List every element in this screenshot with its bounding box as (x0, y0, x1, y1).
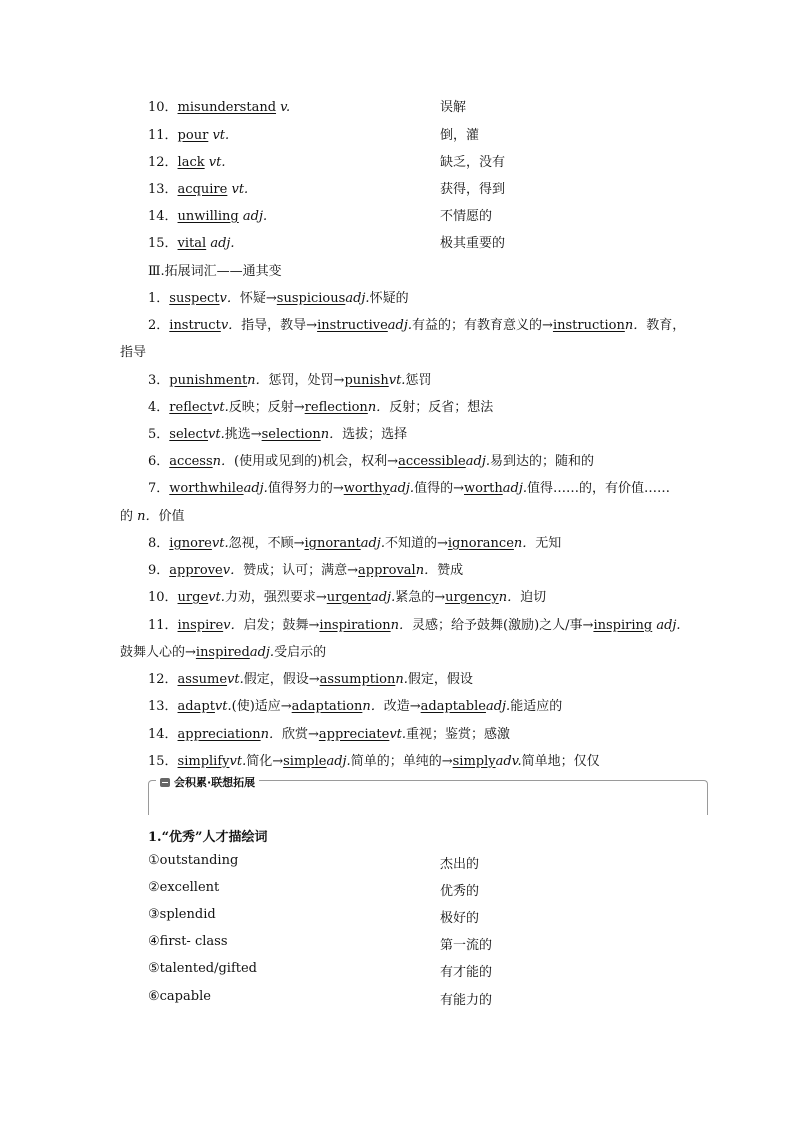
word: worthwhile (169, 481, 244, 496)
gloss: 不知道的→ (384, 536, 448, 551)
extended-entry (148, 287, 409, 306)
gloss: 挑选→ (224, 427, 262, 442)
gloss: 简单的；单纯的→ (350, 754, 453, 769)
item-number: 11． (148, 618, 178, 633)
part-of-speech: n． (498, 590, 521, 605)
gloss: 惩罚 (405, 373, 432, 388)
gloss: 紧急的→ (395, 590, 446, 605)
gloss: 值得的→ (414, 481, 464, 496)
item-number: 10． (148, 590, 178, 605)
word: instruction (552, 318, 625, 333)
extended-entry (148, 695, 562, 714)
part-of-speech: adj. (345, 291, 370, 306)
word: assumption (319, 672, 396, 687)
gloss: 欣赏→ (282, 727, 319, 742)
part-of-speech: vt. (208, 590, 225, 605)
extended-entry (148, 450, 594, 469)
extended-entry (148, 668, 473, 687)
word: adaptable (420, 699, 486, 714)
gloss: 值得……的，有价值…… (527, 481, 671, 496)
word: assume (177, 672, 228, 687)
word: approve (169, 563, 223, 578)
part-of-speech: n． (390, 618, 413, 633)
word: inspire (177, 618, 224, 633)
vocab-word: vital (177, 236, 207, 251)
gloss: 指导，教导→ (241, 318, 318, 333)
part-of-speech: adj. (465, 454, 490, 469)
vocab-meaning: 获得，得到 (440, 182, 506, 197)
word: worth (463, 481, 503, 496)
talent-row (148, 907, 708, 929)
word: appreciation (177, 727, 261, 742)
gloss: 易到达的；随和的 (490, 454, 595, 469)
continuation-line: 指导 (120, 345, 147, 360)
extended-entry (148, 423, 407, 442)
item-number: 1． (148, 291, 170, 306)
gloss: 赞成；认可；满意→ (243, 563, 359, 578)
extended-entry (148, 614, 681, 633)
talent-row (148, 989, 708, 1011)
gloss: 受启示的 (274, 645, 327, 660)
word: access (169, 454, 213, 469)
talent-word: ⑥capable (148, 989, 211, 1004)
gloss: 改造→ (383, 699, 421, 714)
box-title-text: 会积累·联想拓展 (174, 776, 256, 789)
item-number: 12． (148, 155, 178, 170)
item-number: 14． (148, 209, 178, 224)
item-number: 7． (148, 481, 170, 496)
word: instructive (317, 318, 388, 333)
part-of-speech: vt. (212, 128, 230, 143)
word: suspect (169, 291, 220, 306)
part-of-speech: v． (223, 618, 244, 633)
part-of-speech: adj. (242, 209, 268, 224)
part-of-speech: adj. (243, 481, 268, 496)
word: select (169, 427, 209, 442)
gloss: 灵感；给予鼓舞(激励)之人/事→ (412, 618, 594, 633)
part-of-speech: v． (219, 291, 240, 306)
item-number: 15． (148, 236, 178, 251)
word: approval (358, 563, 416, 578)
talent-meaning: 优秀的 (440, 884, 480, 899)
part-of-speech: n. (395, 672, 408, 687)
item-number: 10． (148, 100, 178, 115)
part-of-speech: n． (260, 727, 282, 742)
vocab-word: lack (177, 155, 205, 170)
word: adapt (177, 699, 215, 714)
part-of-speech: n． (320, 427, 343, 442)
gloss: 赞成 (437, 563, 464, 578)
word: simplify (177, 754, 230, 769)
vocab-word: acquire (177, 182, 228, 197)
word: reflection (304, 400, 368, 415)
item-number: 6． (148, 454, 170, 469)
continuation-line (120, 505, 185, 524)
gloss: 选拔；选择 (342, 427, 408, 442)
item-number: 13． (148, 182, 178, 197)
part-of-speech: v． (222, 563, 244, 578)
word: selection (261, 427, 321, 442)
part-of-speech: adj. (389, 481, 415, 496)
word: punish (344, 373, 389, 388)
item-number: 8． (148, 536, 170, 551)
section-title: Ⅲ.拓展词汇——通其变 (148, 264, 282, 279)
word: ignorance (447, 536, 514, 551)
gloss: 鼓舞人心的→ (120, 645, 196, 660)
part-of-speech: vt. (227, 672, 244, 687)
vocab-meaning: 倒，灌 (440, 128, 480, 143)
part-of-speech: adj. (360, 536, 385, 551)
word: punishment (169, 373, 248, 388)
vocab-row (148, 124, 708, 146)
part-of-speech: n． (367, 400, 390, 415)
word: inspiration (319, 618, 391, 633)
extended-entry (148, 532, 561, 551)
talent-word: ⑤talented/gifted (148, 961, 258, 976)
talent-row (148, 853, 708, 875)
word: urge (177, 590, 209, 605)
talent-row (148, 880, 708, 902)
part-of-speech: adv. (495, 754, 522, 769)
part-of-speech: adj. (210, 236, 235, 251)
gloss: 能适应的 (510, 699, 563, 714)
part-of-speech: vt. (388, 373, 406, 388)
vocab-meaning: 极其重要的 (440, 236, 506, 251)
vocab-word: unwilling (177, 209, 239, 224)
gloss: 力劝，强烈要求→ (224, 590, 327, 605)
part-of-speech: vt. (212, 400, 229, 415)
gloss: (使)适应→ (231, 699, 292, 714)
extended-entry (148, 314, 685, 333)
extended-entry (148, 750, 600, 769)
word: ignorant (304, 536, 361, 551)
item-number: 14． (148, 727, 178, 742)
part-of-speech: adj. (326, 754, 351, 769)
vocab-word: misunderstand (177, 100, 277, 115)
talent-meaning: 极好的 (440, 911, 480, 926)
item-number: 12． (148, 672, 178, 687)
box-title (156, 774, 259, 790)
gloss: 惩罚，处罚→ (268, 373, 345, 388)
gloss: 教育， (646, 318, 686, 333)
part-of-speech: adj. (656, 618, 681, 633)
part-of-speech: v． (220, 318, 242, 333)
gloss: 价值 (158, 509, 185, 524)
vocab-meaning: 误解 (440, 100, 467, 115)
word: appreciate (318, 727, 390, 742)
part-of-speech: vt. (229, 754, 247, 769)
extended-entry (148, 396, 493, 415)
talent-word: ②excellent (148, 880, 220, 895)
item-number: 11． (148, 128, 178, 143)
vocab-meaning: 缺乏，没有 (440, 155, 506, 170)
item-number: 5． (148, 427, 170, 442)
word: urgent (326, 590, 371, 605)
word: suspicious (276, 291, 346, 306)
part-of-speech: vt. (231, 182, 249, 197)
word: worthy (343, 481, 390, 496)
gloss: 假定，假设→ (243, 672, 320, 687)
part-of-speech: adj. (249, 645, 275, 660)
gloss: 反射；反省；想法 (389, 400, 494, 415)
talent-meaning: 第一流的 (440, 938, 493, 953)
extended-entry (148, 477, 670, 496)
vocab-meaning: 不情愿的 (440, 209, 493, 224)
word: simple (283, 754, 327, 769)
talent-meaning: 杰出的 (440, 857, 480, 872)
talent-word: ③splendid (148, 907, 216, 922)
vocab-word: pour (177, 128, 209, 143)
extended-entry (148, 369, 431, 388)
word: instruct (169, 318, 221, 333)
part-of-speech: adj. (502, 481, 527, 496)
word: inspiring (593, 618, 653, 633)
word: urgency (445, 590, 499, 605)
part-of-speech: vt. (389, 727, 407, 742)
part-of-speech: n． (624, 318, 647, 333)
item-number: 2． (148, 318, 170, 333)
word: adaptation (291, 699, 363, 714)
talent-row (148, 961, 708, 983)
part-of-speech: vt. (208, 155, 226, 170)
vocab-row (148, 151, 708, 173)
word: simply (452, 754, 496, 769)
gloss: 怀疑的 (369, 291, 409, 306)
item-number: 4． (148, 400, 170, 415)
gloss: 无知 (535, 536, 562, 551)
gloss: 怀疑→ (239, 291, 277, 306)
extended-entry (148, 586, 546, 605)
gloss: 重视；鉴赏；感激 (406, 727, 511, 742)
part-of-speech: adj. (370, 590, 396, 605)
talent-word: ④first- class (148, 934, 228, 949)
gloss: 反映；反射→ (228, 400, 305, 415)
gloss: 简单地；仅仅 (521, 754, 600, 769)
part-of-speech: n． (362, 699, 384, 714)
talent-row (148, 934, 708, 956)
part-of-speech: adj. (485, 699, 511, 714)
part-of-speech: n． (212, 454, 235, 469)
item-number: 13． (148, 699, 178, 714)
talent-meaning: 有能力的 (440, 993, 493, 1008)
word: reflect (169, 400, 213, 415)
word: ignore (169, 536, 212, 551)
part-of-speech: vt. (208, 427, 225, 442)
gloss: 忽视，不顾→ (228, 536, 305, 551)
vocab-row (148, 205, 708, 227)
gloss: 假定，假设 (407, 672, 473, 687)
talent-word: ①outstanding (148, 853, 239, 868)
part-of-speech: n． (513, 536, 536, 551)
vocab-row (148, 232, 708, 254)
vocab-row (148, 96, 708, 118)
talent-meaning: 有才能的 (440, 965, 493, 980)
item-number: 9． (148, 563, 170, 578)
item-number: 15． (148, 754, 178, 769)
extended-entry (148, 559, 463, 578)
gloss: 的 (120, 509, 138, 524)
gloss: 迫切 (520, 590, 547, 605)
gloss: 启发；鼓舞→ (243, 618, 320, 633)
word: inspired (195, 645, 250, 660)
part-of-speech: n． (137, 509, 159, 524)
part-of-speech: n． (247, 373, 269, 388)
gloss: 值得努力的→ (267, 481, 344, 496)
continuation-line (120, 641, 326, 660)
extended-entry (148, 723, 510, 742)
part-of-speech: vt. (211, 536, 229, 551)
part-of-speech: vt. (214, 699, 232, 714)
gloss: 简化→ (246, 754, 284, 769)
vocab-row (148, 178, 708, 200)
gloss: (使用或见到的)机会，权利→ (234, 454, 399, 469)
gloss: 有益的；有教育意义的→ (412, 318, 553, 333)
part-of-speech: v. (280, 100, 291, 115)
part-of-speech: n． (415, 563, 438, 578)
subsection-title: 1.“优秀”人才描绘词 (148, 830, 268, 845)
item-number: 3． (148, 373, 170, 388)
part-of-speech: adj. (387, 318, 413, 333)
note-icon (160, 778, 170, 787)
word: accessible (398, 454, 466, 469)
